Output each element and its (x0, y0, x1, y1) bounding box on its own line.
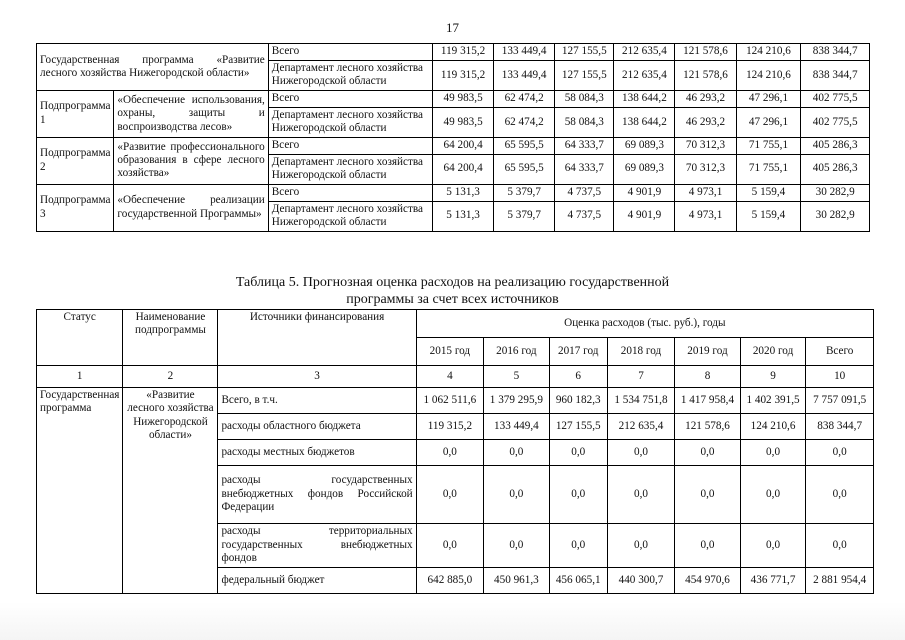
column-number: 4 (416, 366, 483, 388)
value-cell: 71 755,1 (736, 154, 801, 184)
funding-source: Департамент лесного хозяйства Нижегородской области (268, 107, 432, 137)
value-cell: 440 300,7 (607, 568, 674, 594)
funding-source: расходы областного бюджета (218, 414, 416, 440)
value-cell: 456 065,1 (549, 568, 607, 594)
column-number: 7 (607, 366, 674, 388)
header-year: Всего (806, 338, 874, 366)
value-cell: 58 084,3 (555, 107, 614, 137)
value-cell: 138 644,2 (614, 107, 675, 137)
header-subprogram-name: Наименование подпрограммы (123, 310, 218, 366)
value-cell: 133 449,4 (484, 414, 550, 440)
value-cell: 7 757 091,5 (806, 388, 874, 414)
value-cell: 127 155,5 (549, 414, 607, 440)
value-cell: 0,0 (484, 440, 550, 466)
value-cell: 0,0 (549, 524, 607, 568)
value-cell: 0,0 (549, 440, 607, 466)
table-caption (0, 275, 905, 309)
table-row (37, 184, 870, 201)
caption-line-2: программы за счет всех источников (346, 291, 559, 307)
value-cell: 0,0 (607, 524, 674, 568)
value-cell: 133 449,4 (494, 44, 555, 61)
value-cell: 5 379,7 (494, 201, 555, 231)
value-cell: 58 084,3 (555, 90, 614, 107)
value-cell: 49 983,5 (433, 90, 494, 107)
value-cell: 121 578,6 (675, 44, 736, 61)
value-cell: 0,0 (416, 524, 483, 568)
value-cell: 5 159,4 (736, 184, 801, 201)
caption-line-1: Таблица 5. Прогнозная оценка расходов на реализацию государственной (235, 275, 670, 290)
value-cell: 71 755,1 (736, 137, 801, 154)
value-cell: 138 644,2 (614, 90, 675, 107)
value-cell: 0,0 (416, 440, 483, 466)
value-cell: 124 210,6 (736, 44, 801, 61)
value-cell: 70 312,3 (675, 154, 736, 184)
value-cell: 47 296,1 (736, 107, 801, 137)
value-cell: 119 315,2 (416, 414, 483, 440)
value-cell: 436 771,7 (740, 568, 806, 594)
value-cell: 62 474,2 (494, 90, 555, 107)
table-row (37, 44, 870, 61)
column-number: 2 (123, 366, 218, 388)
value-cell: 69 089,3 (614, 137, 675, 154)
value-cell: 65 595,5 (494, 154, 555, 184)
value-cell: 838 344,7 (801, 44, 870, 61)
header-expense-estimate: Оценка расходов (тыс. руб.), годы (416, 310, 873, 338)
column-number: 6 (549, 366, 607, 388)
funding-source: Департамент лесного хозяйства Нижегородской области (268, 61, 432, 91)
value-cell: 64 200,4 (433, 154, 494, 184)
value-cell: 64 333,7 (555, 154, 614, 184)
value-cell: 119 315,2 (433, 44, 494, 61)
value-cell: 0,0 (806, 440, 874, 466)
value-cell: 838 344,7 (801, 61, 870, 91)
value-cell: 121 578,6 (675, 414, 741, 440)
funding-source: Всего (268, 184, 432, 201)
funding-source: Всего, в т.ч. (218, 388, 416, 414)
value-cell: 0,0 (484, 524, 550, 568)
value-cell: 4 737,5 (555, 184, 614, 201)
table-row (37, 90, 870, 107)
value-cell: 402 775,5 (801, 107, 870, 137)
value-cell: 0,0 (607, 440, 674, 466)
value-cell: 405 286,3 (801, 154, 870, 184)
header-year: 2017 год (549, 338, 607, 366)
value-cell: 212 635,4 (614, 61, 675, 91)
subprogram-name: «Обеспечение реализации государственной Программы» (114, 184, 268, 231)
value-cell: 0,0 (675, 466, 741, 524)
value-cell: 46 293,2 (675, 90, 736, 107)
funding-source: Департамент лесного хозяйства Нижегородской области (268, 154, 432, 184)
header-year: 2015 год (416, 338, 483, 366)
value-cell: 2 881 954,4 (806, 568, 874, 594)
value-cell: 5 131,3 (433, 201, 494, 231)
funding-source: федеральный бюджет (218, 568, 416, 594)
value-cell: 212 635,4 (614, 44, 675, 61)
value-cell: 0,0 (607, 466, 674, 524)
value-cell: 47 296,1 (736, 90, 801, 107)
budget-table-continued (36, 43, 870, 232)
value-cell: 405 286,3 (801, 137, 870, 154)
value-cell: 0,0 (675, 440, 741, 466)
status-cell: Подпрограмма 1 (37, 90, 114, 137)
value-cell: 133 449,4 (494, 61, 555, 91)
value-cell: 127 155,5 (555, 61, 614, 91)
value-cell: 450 961,3 (484, 568, 550, 594)
value-cell: 1 534 751,8 (607, 388, 674, 414)
page-number: 17 (446, 20, 459, 35)
column-number: 10 (806, 366, 874, 388)
page-shadow (0, 602, 905, 640)
value-cell: 1 062 511,6 (416, 388, 483, 414)
value-cell: 46 293,2 (675, 107, 736, 137)
value-cell: 5 159,4 (736, 201, 801, 231)
value-cell: 4 901,9 (614, 184, 675, 201)
funding-source: Департамент лесного хозяйства Нижегородской области (268, 201, 432, 231)
funding-source: расходы территориальных государственных внебюджетных фондов (218, 524, 416, 568)
value-cell: 4 973,1 (675, 184, 736, 201)
header-year: 2016 год (484, 338, 550, 366)
program-name: «Развитие лесного хозяйства Нижегородской области» (123, 388, 218, 594)
subprogram-name: «Обеспечение использования, охраны, защиты и воспроизводства лесов» (114, 90, 268, 137)
column-number: 1 (37, 366, 123, 388)
value-cell: 127 155,5 (555, 44, 614, 61)
value-cell: 960 182,3 (549, 388, 607, 414)
column-number: 5 (484, 366, 550, 388)
program-name: Государственная программа «Развитие лесного хозяйства Нижегородской области» (37, 44, 269, 91)
funding-source: Всего (268, 137, 432, 154)
value-cell: 1 379 295,9 (484, 388, 550, 414)
value-cell: 30 282,9 (801, 184, 870, 201)
funding-source: расходы местных бюджетов (218, 440, 416, 466)
value-cell: 121 578,6 (675, 61, 736, 91)
value-cell: 4 973,1 (675, 201, 736, 231)
table-row (37, 137, 870, 154)
header-year: 2018 год (607, 338, 674, 366)
value-cell: 0,0 (806, 524, 874, 568)
value-cell: 30 282,9 (801, 201, 870, 231)
header-year: 2019 год (675, 338, 741, 366)
funding-source: Всего (268, 90, 432, 107)
value-cell: 5 131,3 (433, 184, 494, 201)
value-cell: 124 210,6 (740, 414, 806, 440)
header-funding-sources: Источники финансирования (218, 310, 416, 366)
value-cell: 642 885,0 (416, 568, 483, 594)
status-cell: Государственная программа (37, 388, 123, 594)
value-cell: 212 635,4 (607, 414, 674, 440)
value-cell: 124 210,6 (736, 61, 801, 91)
value-cell: 0,0 (416, 466, 483, 524)
funding-source: Всего (268, 44, 432, 61)
value-cell: 0,0 (675, 524, 741, 568)
value-cell: 454 970,6 (675, 568, 741, 594)
column-number: 8 (675, 366, 741, 388)
value-cell: 49 983,5 (433, 107, 494, 137)
status-cell: Подпрограмма 3 (37, 184, 114, 231)
table-row (37, 388, 874, 414)
column-number: 9 (740, 366, 806, 388)
value-cell: 62 474,2 (494, 107, 555, 137)
value-cell: 0,0 (806, 466, 874, 524)
header-status: Статус (37, 310, 123, 366)
value-cell: 1 417 958,4 (675, 388, 741, 414)
column-number: 3 (218, 366, 416, 388)
value-cell: 0,0 (740, 466, 806, 524)
value-cell: 70 312,3 (675, 137, 736, 154)
funding-source: расходы государственных внебюджетных фондов Российской Федерации (218, 466, 416, 524)
value-cell: 69 089,3 (614, 154, 675, 184)
value-cell: 5 379,7 (494, 184, 555, 201)
value-cell: 1 402 391,5 (740, 388, 806, 414)
value-cell: 0,0 (484, 466, 550, 524)
value-cell: 64 333,7 (555, 137, 614, 154)
value-cell: 0,0 (549, 466, 607, 524)
value-cell: 0,0 (740, 440, 806, 466)
value-cell: 0,0 (740, 524, 806, 568)
value-cell: 402 775,5 (801, 90, 870, 107)
value-cell: 119 315,2 (433, 61, 494, 91)
forecast-expenses-table (36, 309, 874, 594)
value-cell: 4 901,9 (614, 201, 675, 231)
header-year: 2020 год (740, 338, 806, 366)
value-cell: 64 200,4 (433, 137, 494, 154)
value-cell: 838 344,7 (806, 414, 874, 440)
value-cell: 65 595,5 (494, 137, 555, 154)
value-cell: 4 737,5 (555, 201, 614, 231)
status-cell: Подпрограмма 2 (37, 137, 114, 184)
subprogram-name: «Развитие профессионального образования в сфере лесного хозяйства» (114, 137, 268, 184)
